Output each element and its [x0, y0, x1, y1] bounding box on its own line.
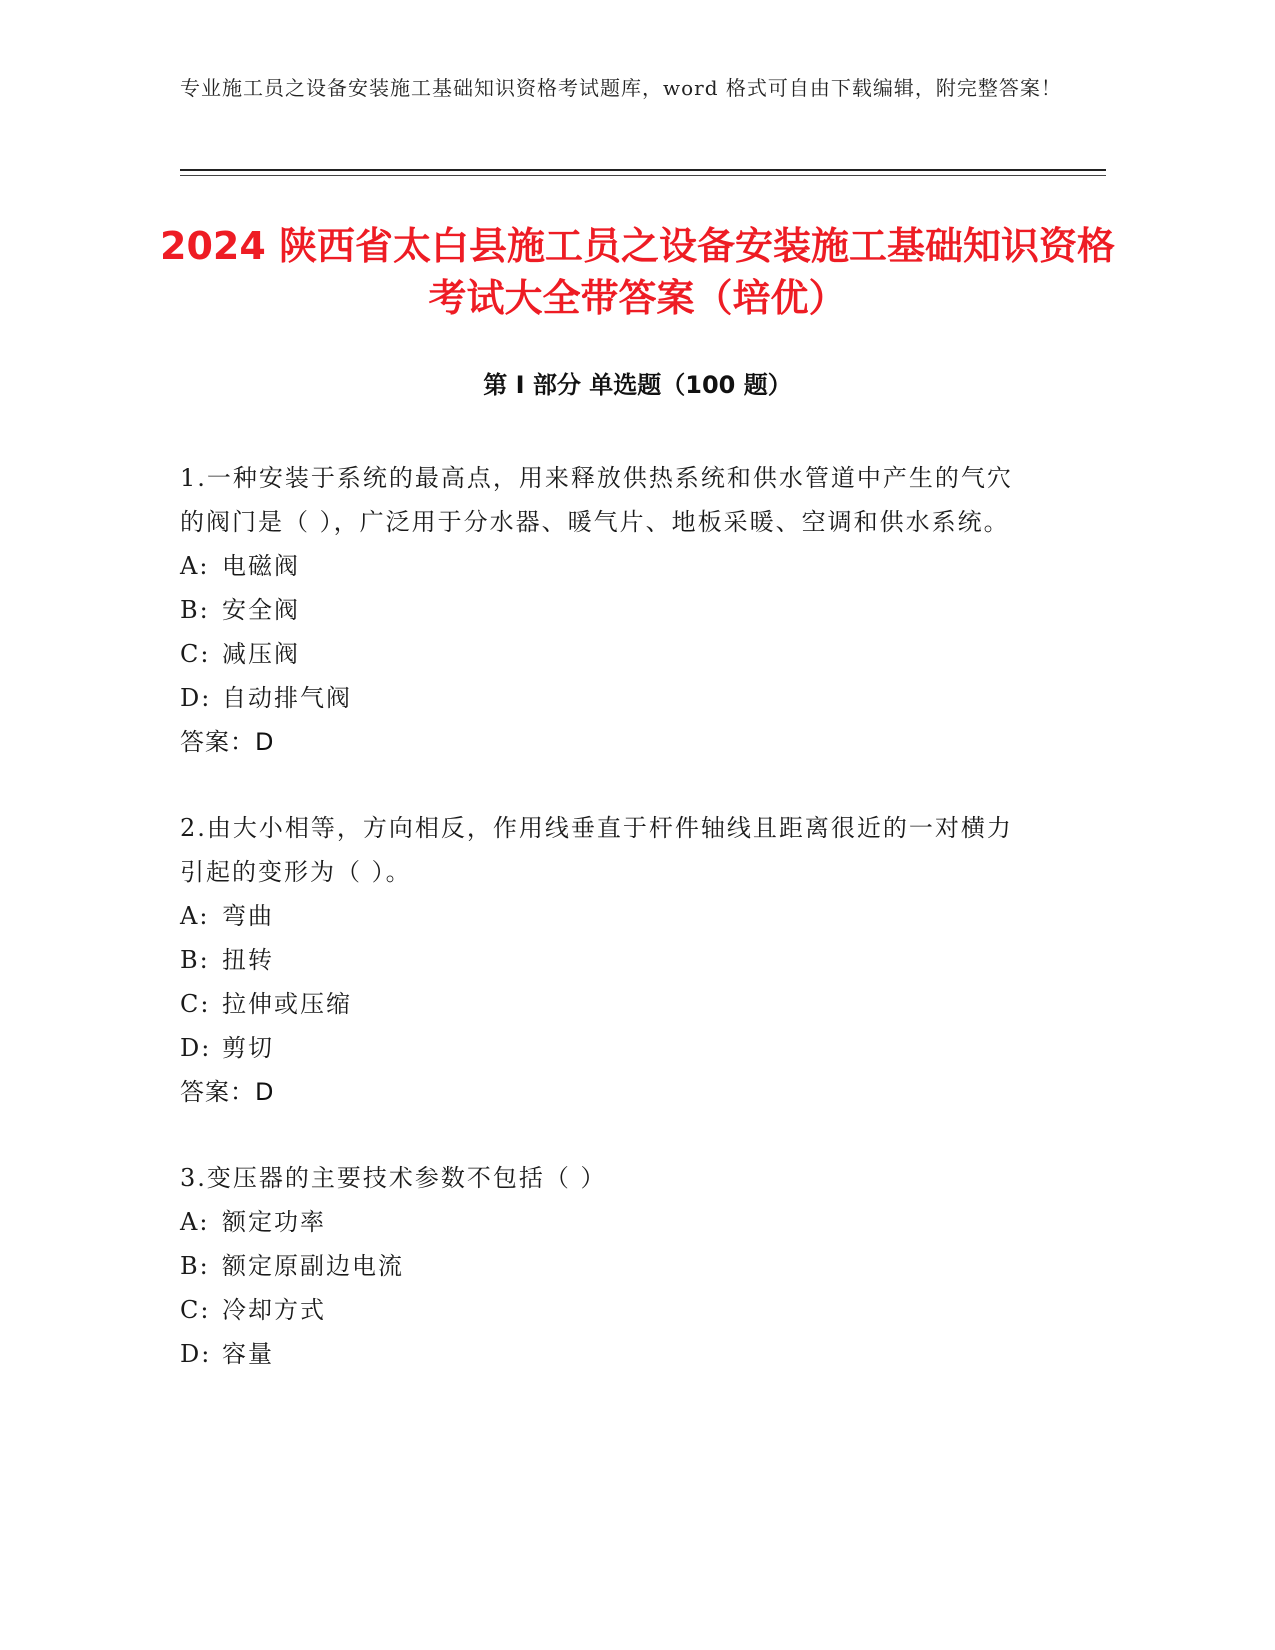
header-note: 专业施工员之设备安装施工基础知识资格考试题库，word 格式可自由下载编辑，附完整答案！ — [180, 76, 1062, 100]
option-letter: C: — [180, 640, 211, 668]
option-list — [180, 1200, 1030, 1376]
option-letter: B: — [180, 946, 210, 974]
option-text: 减压阀 — [222, 640, 300, 668]
question-stem: 1.一种安装于系统的最高点，用来释放供热系统和供水管道中产生的气穴的阀门是（ ），广泛用于分水器、暖气片、地板采暖、空调和供水系统。 — [180, 464, 1013, 536]
option-text: 额定原副边电流 — [222, 1252, 404, 1280]
option-text: 剪切 — [222, 1034, 274, 1062]
option-d — [180, 1332, 1030, 1376]
option-text: 自动排气阀 — [222, 684, 352, 712]
option-letter: B: — [180, 596, 210, 624]
option-letter: A: — [180, 552, 210, 580]
option-text: 容量 — [222, 1340, 274, 1368]
option-b — [180, 1244, 1030, 1288]
option-c — [180, 982, 1030, 1026]
option-text: 安全阀 — [222, 596, 300, 624]
option-a — [180, 894, 1030, 938]
option-letter: A: — [180, 1208, 210, 1236]
answer-value: D — [255, 728, 274, 756]
option-b — [180, 588, 1030, 632]
option-text: 冷却方式 — [222, 1296, 326, 1324]
option-text: 额定功率 — [222, 1208, 326, 1236]
option-c — [180, 1288, 1030, 1332]
question-list — [180, 456, 1030, 1418]
option-letter: D: — [180, 684, 212, 712]
option-b — [180, 938, 1030, 982]
answer-label: 答案： — [180, 728, 255, 756]
header-divider-thin — [180, 175, 1106, 176]
question-stem: 2.由大小相等，方向相反，作用线垂直于杆件轴线且距离很近的一对横力引起的变形为（ ）。 — [180, 814, 1013, 886]
option-text: 电磁阀 — [222, 552, 300, 580]
option-list — [180, 544, 1030, 720]
option-d — [180, 1026, 1030, 1070]
option-a — [180, 544, 1030, 588]
option-list — [180, 894, 1030, 1070]
option-text: 弯曲 — [222, 902, 274, 930]
answer-line — [180, 1070, 1030, 1114]
option-c — [180, 632, 1030, 676]
answer-label: 答案： — [180, 1078, 255, 1106]
document-title: 2024 陕西省太白县施工员之设备安装施工基础知识资格考试大全带答案（培优） — [160, 224, 1115, 320]
option-text: 扭转 — [222, 946, 274, 974]
section-heading: 第 I 部分 单选题（100 题） — [483, 371, 792, 399]
option-text: 拉伸或压缩 — [222, 990, 352, 1018]
answer-value: D — [255, 1078, 274, 1106]
answer-line — [180, 720, 1030, 764]
option-d — [180, 676, 1030, 720]
option-letter: C: — [180, 990, 211, 1018]
question-2 — [180, 806, 1030, 1114]
option-letter: D: — [180, 1340, 212, 1368]
question-3 — [180, 1156, 1030, 1376]
option-a — [180, 1200, 1030, 1244]
option-letter: C: — [180, 1296, 211, 1324]
option-letter: D: — [180, 1034, 212, 1062]
question-1 — [180, 456, 1030, 764]
option-letter: B: — [180, 1252, 210, 1280]
question-stem: 3.变压器的主要技术参数不包括（ ） — [180, 1164, 607, 1192]
header-divider-thick — [180, 169, 1106, 171]
option-letter: A: — [180, 902, 210, 930]
